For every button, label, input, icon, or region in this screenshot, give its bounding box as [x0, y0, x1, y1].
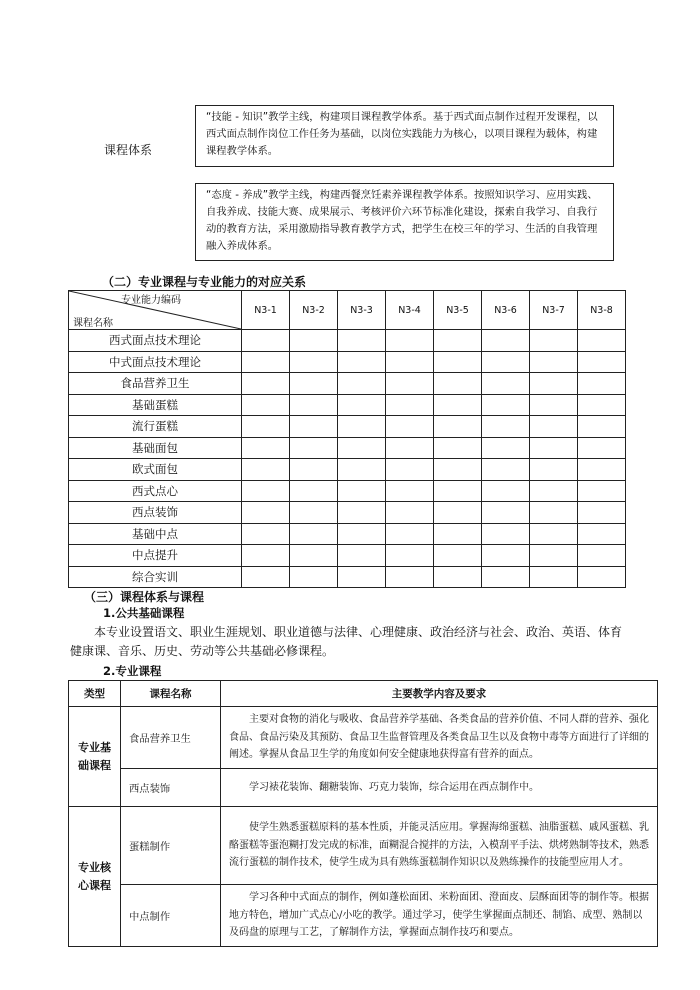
course-table-header-1: 类型 — [69, 681, 121, 707]
mapping-cell — [434, 330, 482, 352]
mapping-cell — [530, 330, 578, 352]
table-row — [69, 416, 626, 438]
mapping-cell — [338, 480, 386, 502]
ability-code-2: N3-2 — [290, 291, 338, 330]
ability-code-3: N3-3 — [338, 291, 386, 330]
attitude-cultivation-box: “态度 - 养成”教学主线，构建西餐烹饪素养课程教学体系。按照知识学习、应用实践、自我养成、技能大赛、成果展示、考核评价六环节标准化建设，探索自我学习、自我行动的教育方法，采用激励指导教育教学方式，把学生在校三年的学习、生活的自我管理融入养成体系。 — [195, 183, 614, 261]
mapping-cell — [482, 437, 530, 459]
table-row — [69, 373, 626, 395]
table-row — [69, 330, 626, 352]
table-row — [69, 502, 626, 524]
mapping-cell — [242, 351, 290, 373]
mapping-cell — [434, 480, 482, 502]
mapping-cell — [386, 394, 434, 416]
mapping-cell — [530, 394, 578, 416]
course-name-cell: 基础蛋糕 — [69, 394, 242, 416]
mapping-cell — [530, 566, 578, 588]
mapping-cell — [530, 523, 578, 545]
mapping-cell — [242, 523, 290, 545]
mapping-cell — [386, 437, 434, 459]
mapping-cell — [386, 566, 434, 588]
mapping-cell — [242, 459, 290, 481]
ability-code-4: N3-4 — [386, 291, 434, 330]
mapping-cell — [434, 566, 482, 588]
course-type-line1: 专业基 — [78, 740, 111, 754]
table-row — [69, 885, 658, 947]
ability-mapping-table — [68, 290, 626, 588]
course-name-cell: 西式点心 — [69, 480, 242, 502]
course-name-cell: 蛋糕制作 — [121, 807, 221, 885]
mapping-cell — [386, 330, 434, 352]
mapping-cell — [290, 459, 338, 481]
mapping-cell — [290, 502, 338, 524]
mapping-cell — [578, 330, 626, 352]
course-content-table — [68, 680, 658, 947]
mapping-cell — [578, 394, 626, 416]
mapping-cell — [242, 566, 290, 588]
course-type-cell — [69, 807, 121, 947]
mapping-cell — [338, 523, 386, 545]
mapping-cell — [482, 459, 530, 481]
course-description-cell: 主要对食物的消化与吸收、食品营养学基础、各类食品的营养价值、不同人群的营养、强化食品、食品污染及其预防、食品卫生监督管理及各类食品卫生以及食物中毒等方面进行了详细的阐述。掌握从食品卫生学的角度如何安全健康地获得富有营养的面点。 — [221, 707, 658, 769]
skill-knowledge-box: “技能 - 知识”教学主线，构建项目课程教学体系。基于西式面点制作过程开发课程，以西式面点制作岗位工作任务为基础，以岗位实践能力为核心，以项目课程为载体，构建课程教学体系。 — [195, 105, 614, 167]
course-name-cell: 中式面点技术理论 — [69, 351, 242, 373]
course-type-line2: 心课程 — [78, 878, 111, 892]
mapping-cell — [242, 502, 290, 524]
course-name-cell: 西式面点技术理论 — [69, 330, 242, 352]
mapping-cell — [530, 437, 578, 459]
mapping-cell — [338, 373, 386, 395]
mapping-cell — [482, 480, 530, 502]
mapping-cell — [530, 502, 578, 524]
mapping-cell — [290, 416, 338, 438]
mapping-cell — [338, 545, 386, 567]
course-name-cell: 食品营养卫生 — [121, 707, 221, 769]
mapping-cell — [290, 330, 338, 352]
mapping-cell — [386, 459, 434, 481]
mapping-cell — [578, 351, 626, 373]
mapping-cell — [578, 545, 626, 567]
table-row — [69, 707, 658, 769]
mapping-cell — [242, 330, 290, 352]
mapping-cell — [578, 373, 626, 395]
mapping-cell — [482, 566, 530, 588]
mapping-cell — [482, 416, 530, 438]
mapping-cell — [386, 351, 434, 373]
course-name-cell: 基础中点 — [69, 523, 242, 545]
mapping-cell — [482, 545, 530, 567]
table-row — [69, 437, 626, 459]
mapping-cell — [578, 523, 626, 545]
mapping-cell — [338, 566, 386, 588]
course-name-cell: 西点装饰 — [121, 769, 221, 807]
mapping-cell — [290, 394, 338, 416]
course-table-header-3: 主要教学内容及要求 — [221, 681, 658, 707]
course-name-cell: 中点提升 — [69, 545, 242, 567]
mapping-cell — [434, 437, 482, 459]
major-courses-heading: 2.专业课程 — [103, 664, 162, 678]
course-description-cell: 使学生熟悉蛋糕原料的基本性质，并能灵活应用。掌握海绵蛋糕、油脂蛋糕、戚风蛋糕、乳酪蛋糕等蛋泡糊打发完成的标准，面糊混合搅拌的方法，入模刮平手法、烘烤熟制等技术，熟悉流行蛋糕的制作技术，使学生成为具有熟练蛋糕制作知识以及熟练操作的技能型应用人才。 — [221, 807, 658, 885]
mapping-cell — [530, 416, 578, 438]
mapping-cell — [530, 351, 578, 373]
ability-code-1: N3-1 — [242, 291, 290, 330]
mapping-cell — [290, 523, 338, 545]
course-name-cell: 综合实训 — [69, 566, 242, 588]
mapping-cell — [242, 373, 290, 395]
mapping-cell — [386, 416, 434, 438]
mapping-cell — [242, 480, 290, 502]
mapping-cell — [338, 416, 386, 438]
table-row — [69, 459, 626, 481]
mapping-cell — [530, 545, 578, 567]
table-row — [69, 566, 626, 588]
course-name-cell: 基础面包 — [69, 437, 242, 459]
course-table-header-2: 课程名称 — [121, 681, 221, 707]
mapping-cell — [290, 373, 338, 395]
mapping-cell — [578, 502, 626, 524]
course-description-cell: 学习各种中式面点的制作，例如蓬松面团、米粉面团、澄面皮、层酥面团等的制作等。根据地方特色，增加广式点心/小吃的教学。通过学习，使学生掌握面点制还、制馅、成型、熟制以及码盘的原理与工艺，了解制作方法，掌握面点制作技巧和要点。 — [221, 885, 658, 947]
ability-code-5: N3-5 — [434, 291, 482, 330]
course-type-cell — [69, 707, 121, 807]
section2-title: （二）专业课程与专业能力的对应关系 — [102, 275, 307, 289]
table-row — [69, 545, 626, 567]
course-type-line1: 专业核 — [78, 860, 111, 874]
mapping-cell — [338, 502, 386, 524]
mapping-cell — [242, 416, 290, 438]
mapping-cell — [242, 545, 290, 567]
public-courses-paragraph: 本专业设置语文、职业生涯规划、职业道德与法律、心理健康、政治经济与社会、政治、英语、体育健康课、音乐、历史、劳动等公共基础必修课程。 — [70, 625, 623, 658]
mapping-cell — [386, 502, 434, 524]
mapping-cell — [578, 416, 626, 438]
mapping-cell — [434, 394, 482, 416]
mapping-cell — [578, 459, 626, 481]
mapping-cell — [434, 523, 482, 545]
section3-title: （三）课程体系与课程 — [84, 590, 205, 604]
course-name-cell: 欧式面包 — [69, 459, 242, 481]
mapping-cell — [290, 566, 338, 588]
ability-code-7: N3-7 — [530, 291, 578, 330]
mapping-cell — [482, 394, 530, 416]
course-name-header: 课程名称 — [73, 318, 113, 329]
mapping-cell — [530, 459, 578, 481]
mapping-cell — [482, 523, 530, 545]
course-name-cell: 流行蛋糕 — [69, 416, 242, 438]
mapping-cell — [434, 351, 482, 373]
ability-code-8: N3-8 — [578, 291, 626, 330]
table-row — [69, 807, 658, 885]
mapping-cell — [578, 437, 626, 459]
mapping-cell — [578, 480, 626, 502]
mapping-cell — [578, 566, 626, 588]
table-row — [69, 351, 626, 373]
public-courses-heading: 1.公共基础课程 — [103, 606, 185, 620]
mapping-cell — [482, 330, 530, 352]
mapping-cell — [434, 373, 482, 395]
mapping-cell — [242, 437, 290, 459]
course-description-cell: 学习裱花装饰、翻糖装饰、巧克力装饰，综合运用在西点制作中。 — [221, 769, 658, 807]
mapping-cell — [434, 416, 482, 438]
course-system-label: 课程体系 — [104, 143, 153, 157]
mapping-cell — [338, 459, 386, 481]
mapping-cell — [386, 373, 434, 395]
mapping-cell — [290, 437, 338, 459]
mapping-cell — [530, 373, 578, 395]
course-name-cell: 西点装饰 — [69, 502, 242, 524]
mapping-cell — [434, 459, 482, 481]
mapping-cell — [290, 351, 338, 373]
header-diagonal-cell — [69, 291, 242, 330]
table-row — [69, 523, 626, 545]
mapping-cell — [482, 502, 530, 524]
mapping-cell — [386, 480, 434, 502]
mapping-cell — [434, 545, 482, 567]
mapping-cell — [242, 394, 290, 416]
mapping-cell — [530, 480, 578, 502]
mapping-cell — [386, 523, 434, 545]
course-type-line2: 础课程 — [78, 758, 111, 772]
table-row — [69, 769, 658, 807]
mapping-cell — [290, 545, 338, 567]
course-name-cell: 食品营养卫生 — [69, 373, 242, 395]
mapping-cell — [290, 480, 338, 502]
table-row — [69, 394, 626, 416]
mapping-cell — [434, 502, 482, 524]
mapping-cell — [386, 545, 434, 567]
ability-code-6: N3-6 — [482, 291, 530, 330]
mapping-cell — [338, 437, 386, 459]
mapping-cell — [482, 351, 530, 373]
table-row — [69, 480, 626, 502]
mapping-cell — [338, 351, 386, 373]
course-name-cell: 中点制作 — [121, 885, 221, 947]
mapping-cell — [338, 330, 386, 352]
ability-code-header: 专业能力编码 — [121, 295, 181, 306]
mapping-cell — [338, 394, 386, 416]
mapping-cell — [482, 373, 530, 395]
